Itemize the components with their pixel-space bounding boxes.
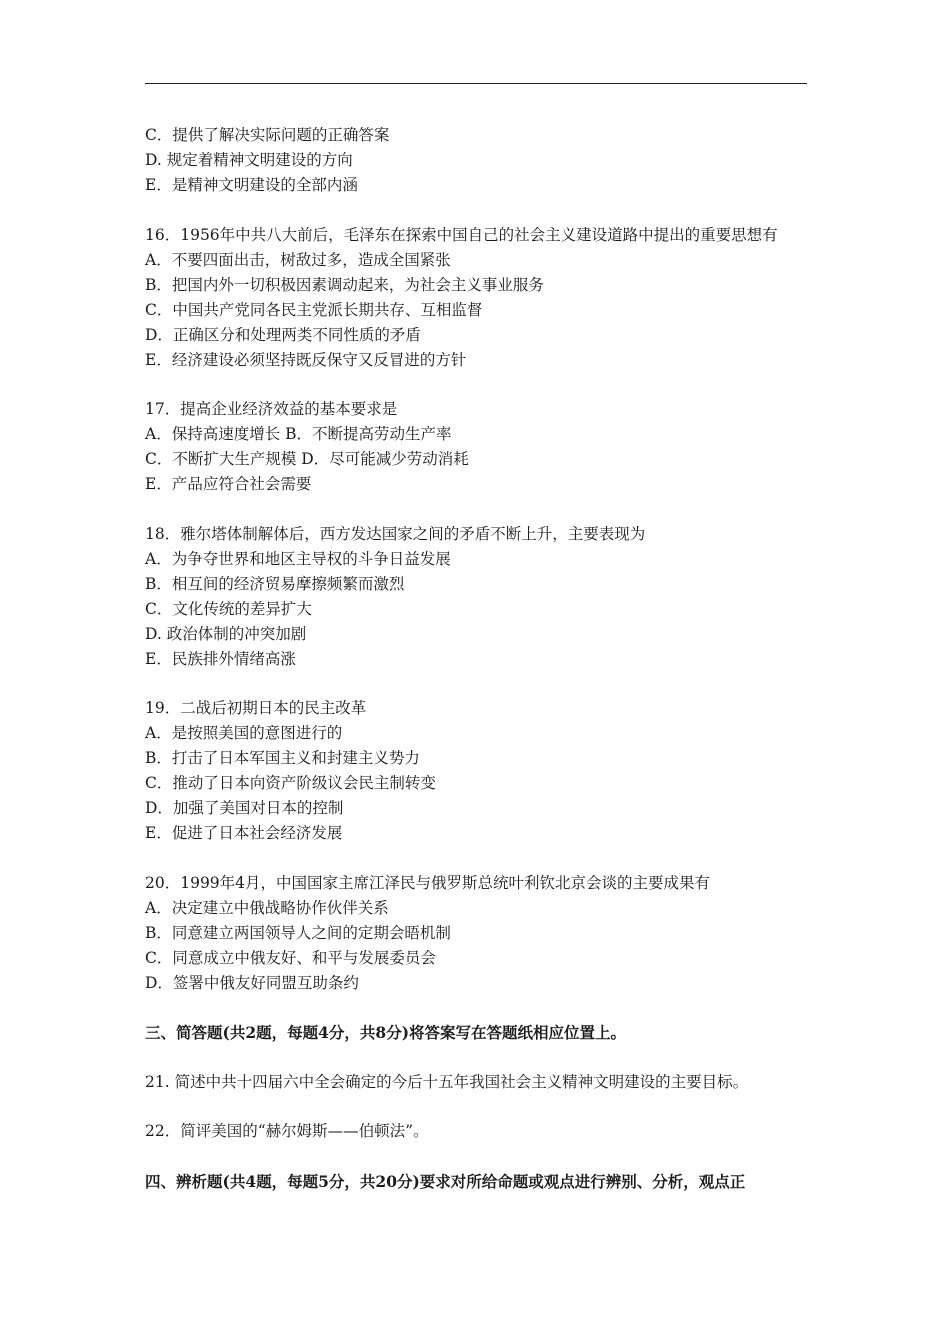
- option-e: E．产品应符合社会需要: [145, 475, 312, 493]
- document-body: [145, 123, 815, 1194]
- option-b: B．把国内外一切积极因素调动起来，为社会主义事业服务: [145, 275, 544, 294]
- option-c: C．提供了解决实际问题的正确答案: [145, 126, 390, 144]
- option-a: A．是按照美国的意图进行的: [145, 724, 343, 742]
- question-stem: 17．提高企业经济效益的基本要求是: [145, 400, 398, 418]
- option-c-d: C．不断扩大生产规模 D．尽可能减少劳动消耗: [145, 450, 469, 468]
- option-b: B．同意建立两国领导人之间的定期会晤机制: [145, 923, 451, 942]
- question-20: [145, 871, 815, 996]
- option-d: D. 规定着精神文明建设的方向: [145, 151, 353, 169]
- question-stem: 16．1956年中共八大前后，毛泽东在探索中国自己的社会主义建设道路中提出的重要思想有: [145, 225, 778, 244]
- option-d: D．加强了美国对日本的控制: [145, 799, 344, 817]
- question-17: [145, 397, 815, 497]
- option-a: A．不要四面出击，树敌过多，造成全国紧张: [145, 250, 451, 269]
- header-rule: [145, 83, 807, 84]
- question-stem: 18．雅尔塔体制解体后，西方发达国家之间的矛盾不断上升，主要表现为: [145, 524, 646, 543]
- question-15-options-continued: [145, 123, 815, 198]
- question-21: 21. 简述中共十四届六中全会确定的今后十五年我国社会主义精神文明建设的主要目标。: [145, 1072, 749, 1091]
- question-16: [145, 223, 815, 373]
- section-4: [145, 1169, 815, 1194]
- question-stem: 19．二战后初期日本的民主改革: [145, 699, 367, 717]
- section-heading: 三、简答题(共2题，每题4分，共8分)将答案写在答题纸相应位置上。: [145, 1023, 627, 1042]
- option-b: B．打击了日本军国主义和封建主义势力: [145, 749, 420, 767]
- question-22: 22．简评美国的“赫尔姆斯——伯顿法”。: [145, 1122, 429, 1140]
- option-d: D. 政治体制的冲突加剧: [145, 624, 307, 643]
- option-a: A．决定建立中俄战略协作伙伴关系: [145, 898, 389, 917]
- option-c: C．同意成立中俄友好、和平与发展委员会: [145, 948, 436, 967]
- question-19: [145, 696, 815, 846]
- question-stem: 20．1999年4月，中国国家主席江泽民与俄罗斯总统叶利钦北京会谈的主要成果有: [145, 873, 711, 892]
- option-e: E．是精神文明建设的全部内涵: [145, 176, 358, 194]
- option-c: C．中国共产党同各民主党派长期共存、互相监督: [145, 300, 483, 319]
- option-b: B．相互间的经济贸易摩擦频繁而激烈: [145, 574, 405, 593]
- option-e: E．促进了日本社会经济发展: [145, 824, 343, 842]
- section-heading: 四、辨析题(共4题，每题5分，共20分)要求对所给命题或观点进行辨别、分析，观点正: [145, 1171, 746, 1191]
- option-c: C．推动了日本向资产阶级议会民主制转变: [145, 774, 436, 792]
- option-a-b: A．保持高速度增长 B．不断提高劳动生产率: [145, 425, 452, 443]
- option-e: E．民族排外情绪高涨: [145, 649, 296, 668]
- option-e: E．经济建设必须坚持既反保守又反冒进的方针: [145, 350, 467, 369]
- section-3: [145, 1020, 815, 1144]
- option-d: D．正确区分和处理两类不同性质的矛盾: [145, 325, 421, 344]
- option-d: D．签署中俄友好同盟互助条约: [145, 973, 359, 992]
- option-c: C．文化传统的差异扩大: [145, 599, 312, 618]
- question-18: [145, 522, 815, 672]
- option-a: A．为争夺世界和地区主导权的斗争日益发展: [145, 549, 451, 568]
